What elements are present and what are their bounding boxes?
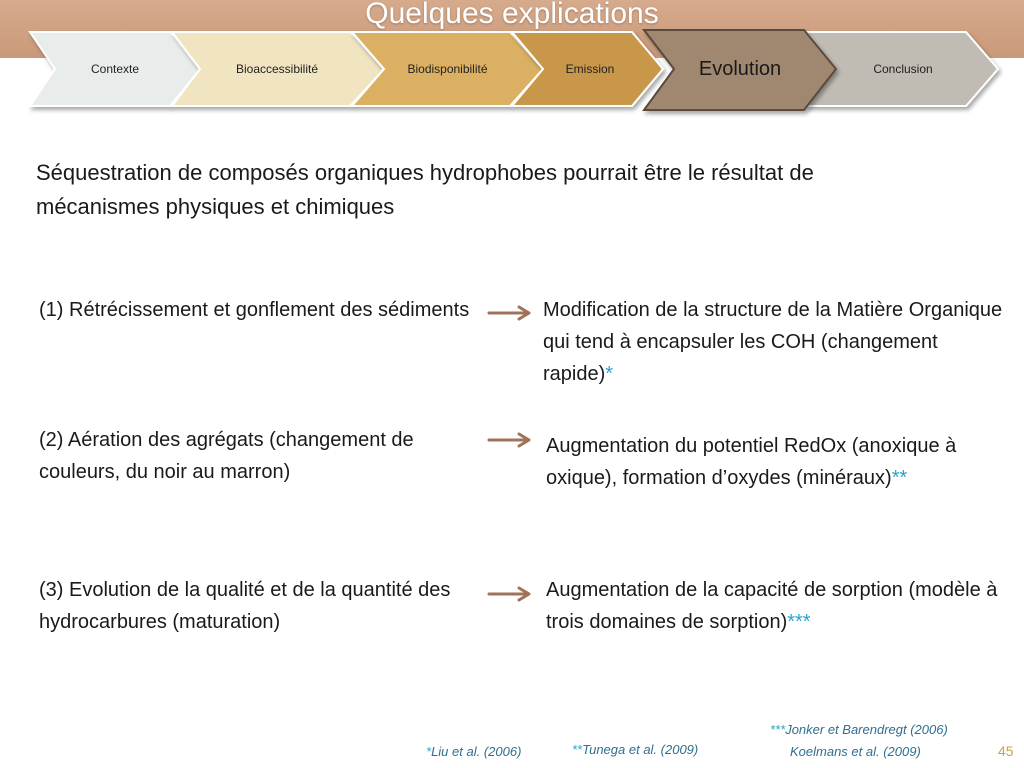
reference-1	[426, 744, 521, 759]
reference-2	[572, 742, 698, 757]
cause-2: (2) Aération des agrégats (changement de couleurs, du noir au marron)	[39, 429, 414, 483]
reference-3b-text: Koelmans et al. (2009)	[790, 744, 921, 759]
step-evolution[interactable]: Evolution	[698, 58, 782, 80]
reference-3b	[790, 744, 921, 759]
step-conclusion[interactable]: Conclusion	[873, 62, 933, 76]
reference-1-mark: *	[426, 744, 432, 759]
cause-1: (1) Rétrécissement et gonflement des sédiments	[39, 299, 470, 321]
arrow-right-icon	[487, 586, 533, 602]
effect-3-ref-mark: ***	[787, 611, 811, 633]
reference-3-text: Jonker et Barendregt (2006)	[785, 722, 948, 737]
reference-1-text: Liu et al. (2006)	[431, 744, 522, 759]
cause-3: (3) Evolution de la qualité et de la quantité des hydrocarbures (maturation)	[39, 579, 451, 633]
effect-1-text: Modification de la structure de la Matière Organique qui tend à encapsuler les COH (changement rapide)	[543, 299, 1003, 385]
effect-1	[543, 294, 1013, 390]
effect-1-ref-mark: *	[605, 363, 614, 385]
page-number: 45	[998, 743, 1014, 759]
reference-3-mark: ***	[770, 722, 786, 737]
effect-2	[546, 430, 1016, 494]
intro-text: Séquestration de composés organiques hydrophobes pourrait être le résultat de mécanismes physiques et chimiques	[36, 160, 814, 219]
effect-3	[546, 574, 1016, 638]
arrow-right-icon	[487, 305, 533, 321]
reference-3	[770, 722, 948, 737]
step-biodisponibilite[interactable]: Biodisponibilité	[407, 62, 488, 76]
reference-2-text: Tunega et al. (2009)	[582, 742, 699, 757]
effect-2-ref-mark: **	[891, 467, 908, 489]
reference-2-mark: **	[572, 742, 583, 757]
step-bioaccessibilite[interactable]: Bioaccessibilité	[235, 62, 319, 76]
step-emission[interactable]: Emission	[565, 62, 615, 76]
arrow-right-icon	[487, 432, 533, 448]
step-contexte[interactable]: Contexte	[90, 62, 140, 76]
effect-2-text: Augmentation du potentiel RedOx (anoxique à oxique), formation d’oxydes (minéraux)	[546, 435, 957, 489]
slide-title: Quelques explications	[365, 0, 659, 30]
effect-3-text: Augmentation de la capacité de sorption (modèle à trois domaines de sorption)	[546, 579, 998, 633]
